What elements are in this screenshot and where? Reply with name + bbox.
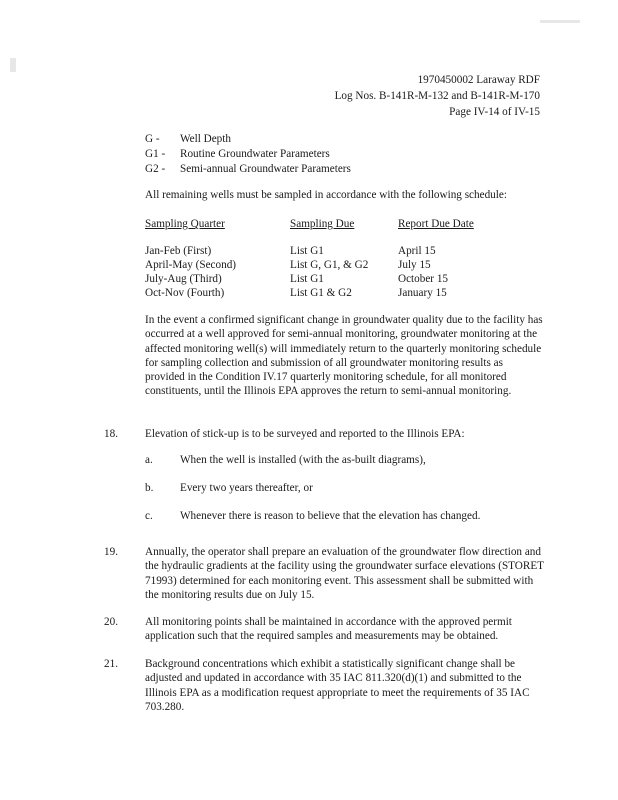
sub-letter: a. — [145, 454, 153, 466]
legend-desc: Well Depth — [180, 133, 231, 145]
table-cell: October 15 — [398, 273, 449, 285]
sub-item-text: Every two years thereafter, or — [180, 482, 313, 494]
table-cell: List G1 — [290, 245, 324, 257]
item-21-text: Background concentrations which exhibit a statistically significant change shall be adjusted and updated in accordance with 35 IAC 811.320(d)(1) and submitted to the Illinois EPA as a modification request appropriate to meet the requirements of 35 IAC 703.280. — [145, 658, 530, 713]
item-number: 18. — [104, 428, 118, 440]
schedule-header: Sampling Due — [290, 218, 355, 230]
table-cell: July-Aug (Third) — [145, 273, 222, 285]
scan-artifact — [10, 58, 16, 72]
sub-letter: b. — [145, 482, 154, 494]
scan-artifact — [540, 20, 580, 23]
legend-desc: Routine Groundwater Parameters — [180, 148, 330, 160]
table-cell: April 15 — [398, 245, 436, 257]
schedule-header: Sampling Quarter — [145, 218, 225, 230]
item-number: 20. — [104, 616, 118, 628]
item-18-text: Elevation of stick-up is to be surveyed and reported to the Illinois EPA: — [145, 428, 465, 440]
sub-item-text: Whenever there is reason to believe that the elevation has changed. — [180, 510, 481, 522]
header-page-number: Page IV-14 of IV-15 — [449, 106, 540, 118]
header-log-numbers: Log Nos. B-141R-M-132 and B-141R-M-170 — [334, 90, 540, 102]
table-cell: List G, G1, & G2 — [290, 259, 369, 271]
legend-desc: Semi-annual Groundwater Parameters — [180, 163, 351, 175]
table-cell: List G1 & G2 — [290, 287, 352, 299]
table-cell: Oct-Nov (Fourth) — [145, 287, 225, 299]
schedule-header: Report Due Date — [398, 218, 474, 230]
table-cell: July 15 — [398, 259, 431, 271]
item-19-text: Annually, the operator shall prepare an evaluation of the groundwater flow direction and the hydraulic gradients at the facility using the groundwater surface elevations (STORET 71993) determined for each monitoring event. This assessment shall be submitted with the monitoring results due on July 15. — [145, 546, 544, 601]
item-number: 19. — [104, 546, 118, 558]
item-number: 21. — [104, 658, 118, 670]
sub-letter: c. — [145, 510, 153, 522]
table-cell: List G1 — [290, 273, 324, 285]
table-cell: January 15 — [398, 287, 447, 299]
sub-item-text: When the well is installed (with the as-built diagrams), — [180, 454, 426, 466]
table-cell: Jan-Feb (First) — [145, 245, 212, 257]
event-paragraph: In the event a confirmed significant change in groundwater quality due to the facility has occurred at a well approved for semi-annual monitoring, groundwater monitoring at the affected monitoring well(s) will immediately return to the quarterly monitoring schedule for sampling collection and submission of all groundwater monitoring results as provided in the Condition IV.17 quarterly monitoring schedule, for all monitored constituents, until the Illinois EPA approves the return to semi-annual monitoring. — [145, 314, 543, 398]
legend-code: G2 - — [145, 163, 166, 175]
legend-code: G - — [145, 133, 160, 145]
schedule-intro: All remaining wells must be sampled in accordance with the following schedule: — [145, 189, 507, 201]
header-doc-id: 1970450002 Laraway RDF — [417, 74, 540, 86]
item-20-text: All monitoring points shall be maintained in accordance with the approved permit application such that the required samples and measurements may be obtained. — [145, 616, 512, 643]
legend-code: G1 - — [145, 148, 166, 160]
table-cell: April-May (Second) — [145, 259, 237, 271]
